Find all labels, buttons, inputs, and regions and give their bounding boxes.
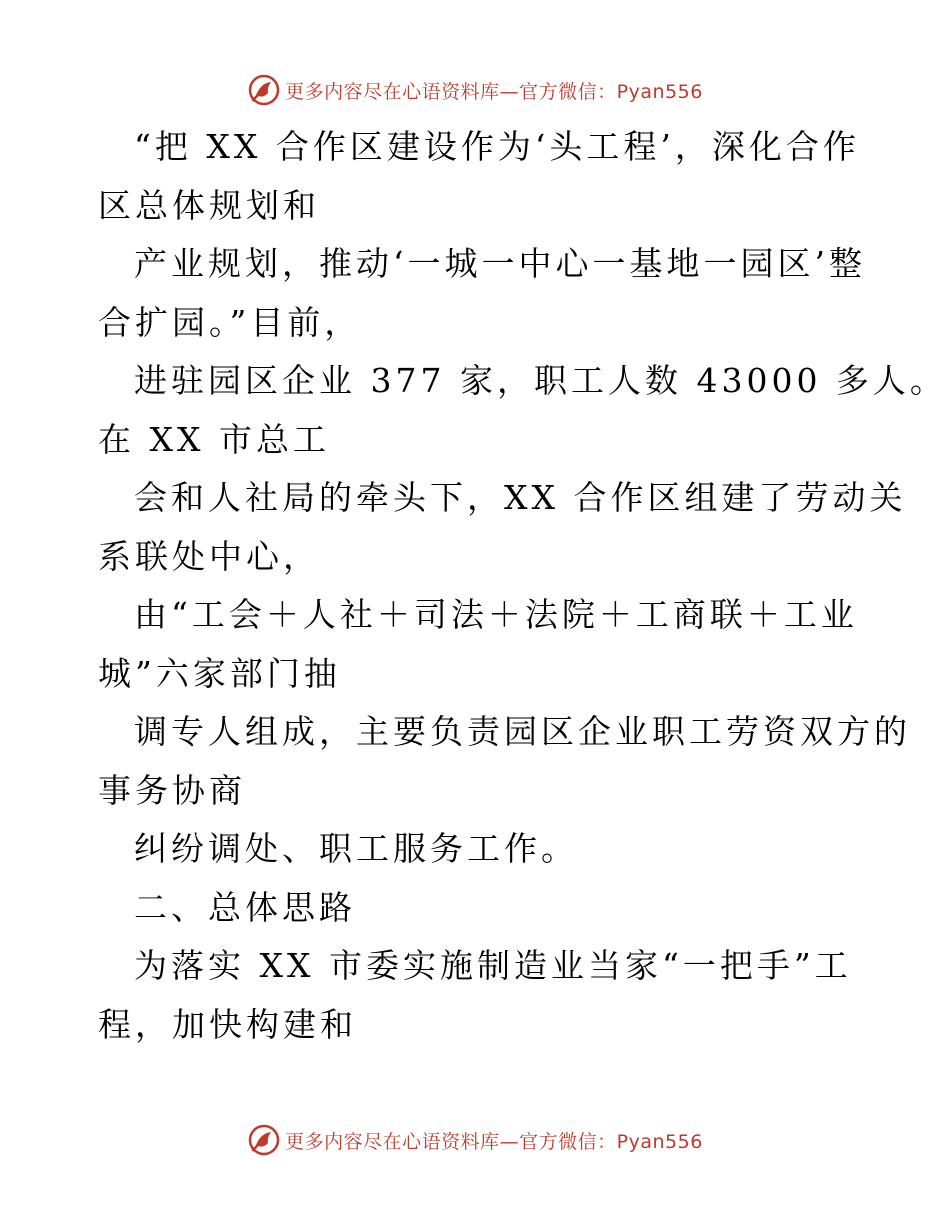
body-line: 产业规划，推动‘一城一中心一基地一园区’整 [134,244,866,283]
body-line: “把 XX 合作区建设作为‘头工程’，深化合作 [134,127,860,166]
header-watermark [0,72,950,108]
body-line: 程，加快构建和 [98,1004,357,1044]
body-line: 纠纷调处、职工服务工作。 [134,829,578,868]
footer-watermark-text: 更多内容尽在心语资料库—官方微信：Pyan556 [285,1130,703,1153]
section-heading: 二、总体思路 [134,887,356,927]
body-line: 会和人社局的牵头下，XX 合作区组建了劳动关 [134,478,907,517]
body-line: 城”六家部门抽 [98,653,341,693]
body-line: 系联处中心， [98,536,320,576]
header-watermark-text: 更多内容尽在心语资料库—官方微信：Pyan556 [285,80,703,103]
body-line: 为落实 XX 市委实施制造业当家“一把手”工 [134,946,852,985]
body-line: 合扩园。”目前， [98,302,362,342]
body-line: 由“工会＋人社＋司法＋法院＋工商联＋工业 [134,595,858,634]
body-line: 在 XX 市总工 [98,419,330,459]
body-line: 区总体规划和 [98,185,320,225]
body-line: 进驻园区企业 377 家，职工人数 43000 多人。 [134,361,947,400]
body-line: 调专人组成，主要负责园区企业职工劳资双方的 [134,712,911,751]
seal-logo-icon [247,73,281,107]
document-body [98,118,947,1054]
seal-logo-icon [247,1123,281,1157]
footer-watermark [0,1122,950,1158]
body-line: 事务协商 [98,770,246,810]
